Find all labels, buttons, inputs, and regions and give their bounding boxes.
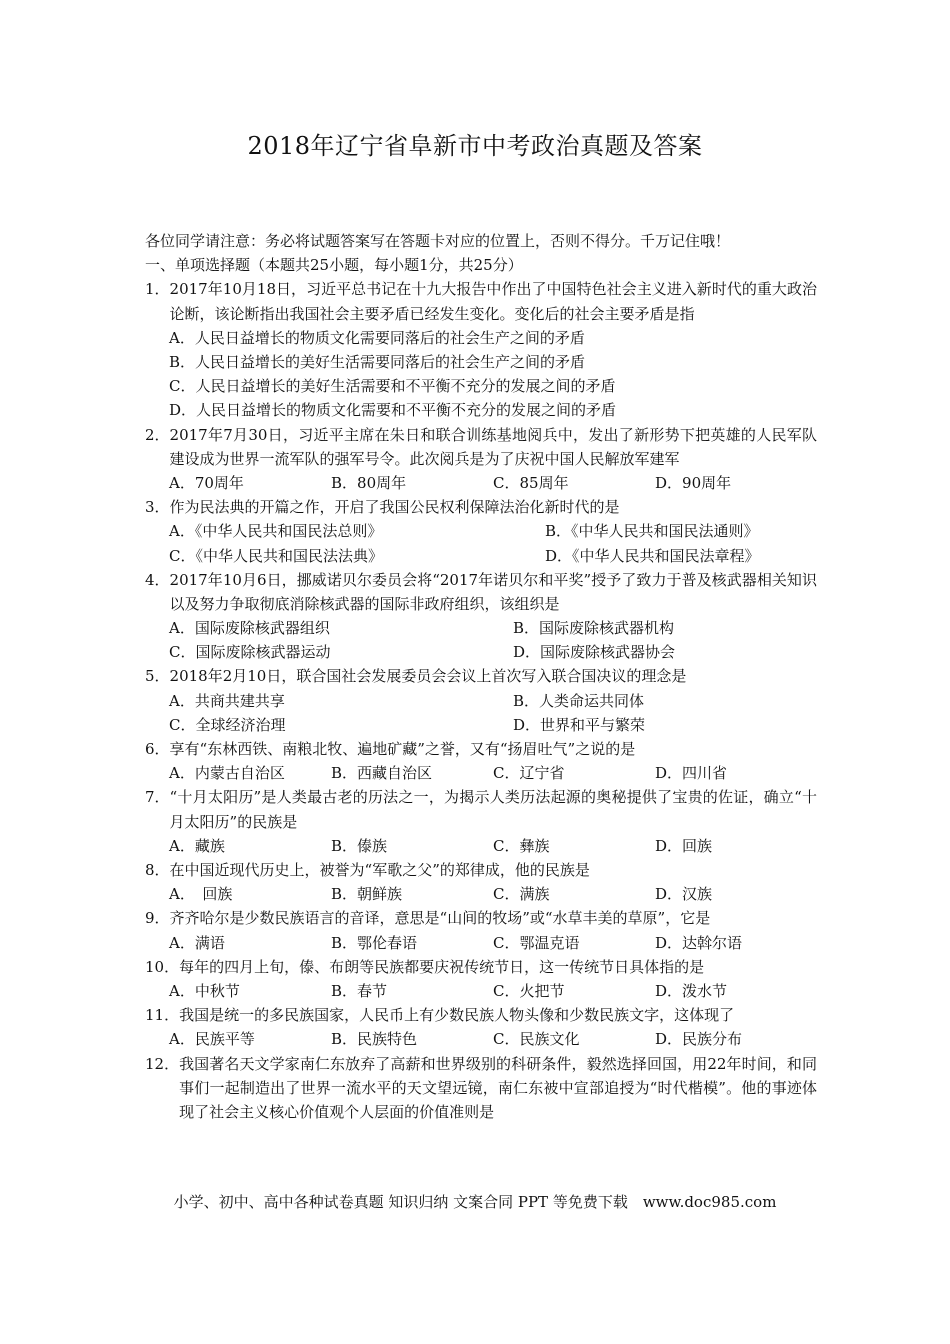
option-b: B．国际废除核武器机构 [513, 619, 675, 638]
option-b: B．民族特色 [331, 1030, 418, 1049]
option-d: D．《中华人民共和国民法章程》 [545, 546, 760, 565]
question-6 [145, 737, 817, 761]
option-b: B．人类命运共同体 [513, 691, 645, 710]
option-d: D．国际废除核武器协会 [513, 643, 676, 662]
question-9 [145, 906, 817, 930]
question-1 [145, 277, 817, 325]
question-text: 齐齐哈尔是少数民族语言的音译，意思是“山间的牧场”或“水草丰美的草原”，它是 [169, 909, 711, 928]
question-number: 11． [145, 1006, 180, 1025]
option-d: D．四川省 [655, 764, 728, 783]
option-a: A．民族平等 [169, 1030, 255, 1049]
option-a: A．《中华人民共和国民法总则》 [169, 522, 383, 541]
question-text: 2018年2月10日，联合国社会发展委员会会议上首次写入联合国决议的理念是 [169, 667, 687, 686]
option-c: C．《中华人民共和国民法法典》 [169, 546, 383, 565]
options-row [145, 1027, 817, 1051]
question-12 [145, 1052, 817, 1125]
question-number: 8． [145, 861, 170, 880]
options-row [145, 544, 817, 568]
option-c: C．火把节 [493, 982, 565, 1001]
question-5 [145, 664, 817, 688]
question-11 [145, 1003, 817, 1027]
question-number: 9． [145, 909, 170, 928]
option-c: C．鄂温克语 [493, 933, 580, 952]
option-b: B．《中华人民共和国民法通则》 [545, 522, 759, 541]
option-b: B．人民日益增长的美好生活需要同落后的社会生产之间的矛盾 [169, 352, 586, 371]
question-text: 2017年10月18日，习近平总书记在十九大报告中作出了中国特色社会主义进入新时代的重大政治论断，该论断指出我国社会主要矛盾已经发生变化。变化后的社会主要矛盾是指 [169, 280, 817, 323]
option-a: A．中秋节 [169, 982, 240, 1001]
question-text: 作为民法典的开篇之作，开启了我国公民权利保障法治化新时代的是 [169, 498, 620, 517]
options-row [145, 640, 817, 664]
options-row [145, 882, 817, 906]
option-c: C．满族 [493, 885, 550, 904]
options-row [145, 471, 817, 495]
question-number: 6． [145, 740, 170, 759]
option-d: D．90周年 [655, 473, 732, 492]
question-8 [145, 858, 817, 882]
option-b: B．西藏自治区 [331, 764, 433, 783]
exam-content [145, 229, 817, 1124]
option-a: A．人民日益增长的物质文化需要同落后的社会生产之间的矛盾 [169, 328, 585, 347]
question-number: 12． [145, 1054, 180, 1073]
option-b: B．80周年 [331, 473, 407, 492]
question-text: 2017年10月6日，挪威诺贝尔委员会将“2017年诺贝尔和平奖”授予了致力于普及核武器相关知识以及努力争取彻底消除核武器的国际非政府组织，该组织是 [169, 570, 817, 613]
option-d: D．世界和平与繁荣 [513, 715, 646, 734]
option-a: A．满语 [169, 933, 225, 952]
option-b: B．鄂伦春语 [331, 933, 418, 952]
options-row [145, 713, 817, 737]
question-10 [145, 955, 817, 979]
notice: 各位同学请注意：务必将试题答案写在答题卡对应的位置上，否则不得分。千万记住哦！ [145, 232, 731, 250]
option-d: D．回族 [655, 836, 713, 855]
question-text: 我国是统一的多民族国家，人民币上有少数民族人物头像和少数民族文字，这体现了 [179, 1006, 735, 1025]
option-a: A．内蒙古自治区 [169, 764, 285, 783]
option-d: D．汉族 [655, 885, 713, 904]
option-a: A．藏族 [169, 836, 225, 855]
question-2 [145, 423, 817, 471]
option-a: A． 回族 [169, 885, 233, 904]
options-row [145, 979, 817, 1003]
option-b: B．春节 [331, 982, 388, 1001]
option-b: B．傣族 [331, 836, 388, 855]
options-row [145, 616, 817, 640]
options-row [145, 931, 817, 955]
question-number: 5． [145, 667, 170, 686]
question-text: 每年的四月上旬，傣、布朗等民族都要庆祝传统节日，这一传统节日具体指的是 [179, 957, 705, 976]
option-c: C．彝族 [493, 836, 550, 855]
option-c: C．国际废除核武器运动 [169, 643, 331, 662]
option-a: A．70周年 [169, 473, 244, 492]
question-text: 2017年7月30日，习近平主席在朱日和联合训练基地阅兵中，发出了新形势下把英雄的人民军队建设成为世界一流军队的强军号令。此次阅兵是为了庆祝中国人民解放军建军 [169, 425, 817, 468]
option-c: C．85周年 [493, 473, 569, 492]
option-d: D．泼水节 [655, 982, 728, 1001]
option-a: A．共商共建共享 [169, 691, 285, 710]
question-7 [145, 785, 817, 833]
option-c: C．全球经济治理 [169, 715, 286, 734]
question-text: 在中国近现代历史上，被誉为“军歌之父”的郑律成，他的民族是 [169, 861, 590, 880]
options-row [145, 761, 817, 785]
question-text: 享有“东林西铁、南粮北牧、遍地矿藏”之誉，又有“扬眉吐气”之说的是 [169, 740, 636, 759]
question-3 [145, 495, 817, 519]
option-d: D．达斡尔语 [655, 933, 743, 952]
options-row [145, 519, 817, 543]
option-c: C．人民日益增长的美好生活需要和不平衡不充分的发展之间的矛盾 [169, 377, 616, 396]
section-heading: 一、单项选择题（本题共25小题，每小题1分，共25分） [145, 256, 523, 275]
page-title: 2018年辽宁省阜新市中考政治真题及答案 [247, 132, 703, 160]
option-b: B．朝鲜族 [331, 885, 403, 904]
options-row [145, 834, 817, 858]
question-number: 7． [145, 788, 170, 807]
question-text: “十月太阳历”是人类最古老的历法之一，为揭示人类历法起源的奥秘提供了宝贵的佐证，确立“十月太阳历”的民族是 [169, 788, 817, 831]
option-d: D．人民日益增长的物质文化需要和不平衡不充分的发展之间的矛盾 [169, 401, 617, 420]
option-c: C．民族文化 [493, 1030, 580, 1049]
question-number: 10． [145, 957, 180, 976]
question-number: 4． [145, 570, 170, 589]
question-number: 3． [145, 498, 170, 517]
options-row [145, 689, 817, 713]
option-a: A．国际废除核武器组织 [169, 619, 330, 638]
page-footer: 小学、初中、高中各种试卷真题 知识归纳 文案合同 PPT 等免费下载 www.doc985.com [173, 1193, 777, 1211]
question-number: 1． [145, 280, 170, 299]
question-text: 我国著名天文学家南仁东放弃了高薪和世界级别的科研条件，毅然选择回国，用22年时间，和同事们一起制造出了世界一流水平的天文望远镜，南仁东被中宣部追授为“时代楷模”。他的事迹体现了社会主义核心价值观个人层面的价值准则是 [179, 1054, 817, 1122]
option-d: D．民族分布 [655, 1030, 743, 1049]
question-number: 2． [145, 425, 170, 444]
question-4 [145, 568, 817, 616]
option-c: C．辽宁省 [493, 764, 565, 783]
